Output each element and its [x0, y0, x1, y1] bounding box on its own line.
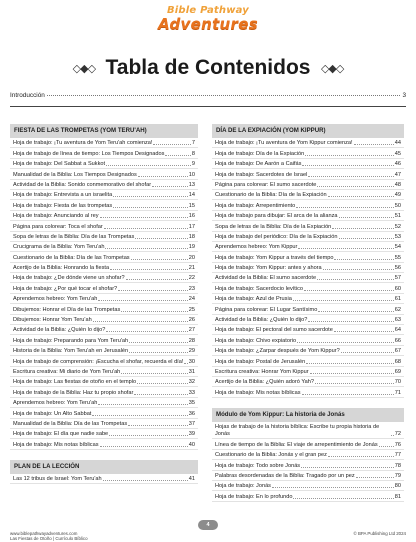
toc-entry-title: Hojas de trabajo de la historia bíblica: Escribe tu propia historia de Jonás [215, 424, 380, 438]
toc-entry-page: 47 [394, 171, 401, 178]
toc-entry-title: Hoja de trabajo del periódico: Día de la Expiación [215, 233, 338, 240]
toc-entry-leader [317, 186, 393, 187]
toc-entry-leader [317, 279, 394, 280]
toc-entry-title: Aprendemos hebreo: Yom Teru'ah [13, 400, 98, 407]
toc-entry-page: 27 [188, 327, 195, 334]
toc-entry[interactable] [10, 474, 198, 484]
logo-line-2: Adventures [158, 15, 258, 33]
toc-entry[interactable] [10, 398, 198, 408]
toc-entry-page: 22 [188, 275, 195, 282]
toc-entry-title: Hoja de trabajo: Un Alto Sabbat [13, 410, 92, 417]
toc-entry-page: 53 [394, 233, 401, 240]
toc-entry[interactable] [10, 159, 198, 169]
toc-entry[interactable] [10, 190, 198, 200]
toc-entry-leader [129, 342, 188, 343]
toc-entry-title: Hoja de trabajo: El día que nadie sabe [13, 431, 109, 438]
intro-label: Introducción [10, 92, 45, 99]
toc-entry-leader [92, 415, 187, 416]
toc-entry-title: Hoja de trabajo: Del Sabbat a Sukkot [13, 161, 106, 168]
toc-entry-page: 78 [394, 462, 401, 469]
toc-entry-title: Manualidad de la Biblia: Día de las Trompetas [13, 420, 128, 427]
toc-entry-page: 13 [188, 181, 195, 188]
toc-entry[interactable] [212, 211, 404, 221]
toc-entry-leader [308, 321, 393, 322]
toc-entry-page: 51 [394, 213, 401, 220]
toc-entry-page: 33 [188, 389, 195, 396]
toc-entry-leader [135, 238, 188, 239]
toc-entry-page: 80 [394, 483, 401, 490]
section-heading: Módulo de Yom Kippur: La historia de Jonás [212, 408, 404, 422]
toc-entry[interactable] [10, 419, 198, 429]
toc-entry-page: 29 [188, 348, 195, 355]
toc-entry-leader [131, 259, 188, 260]
toc-entry-leader [306, 363, 394, 364]
toc-entry[interactable] [212, 460, 404, 470]
toc-entry[interactable] [212, 283, 404, 293]
toc-entry[interactable] [212, 190, 404, 200]
toc-entry-page: 55 [394, 254, 401, 261]
toc-entry[interactable] [212, 232, 404, 242]
toc-entry-page: 45 [394, 150, 401, 157]
toc-entry[interactable] [212, 200, 404, 210]
toc-entry-title: Hoja de trabajo: Postal de Jerusalén [215, 358, 306, 365]
toc-entry[interactable] [10, 221, 198, 231]
section-heading: FIESTA DE LAS TROMPETAS (YOM TERU'AH) [10, 124, 198, 138]
toc-entry[interactable] [212, 387, 404, 397]
toc-entry-leader [272, 487, 394, 488]
toc-entry-title: Aprendemos hebreo: Yom Teru'ah [13, 296, 98, 303]
toc-entry-leader [318, 311, 393, 312]
toc-entry-page: 16 [188, 213, 195, 220]
toc-entry[interactable] [10, 273, 198, 283]
toc-entry[interactable] [212, 304, 404, 314]
toc-entry-leader [110, 269, 188, 270]
toc-entry-title: Línea de tiempo de la Biblia: El viaje de arrepentimiento de Jonás [215, 441, 378, 448]
toc-entry-leader [302, 394, 394, 395]
page-number-badge: 4 [198, 520, 218, 530]
toc-entry-page: 76 [394, 441, 401, 448]
toc-entry-page: 81 [394, 493, 401, 500]
toc-entry-page: 72 [394, 431, 401, 438]
logo [0, 6, 416, 32]
toc-entry[interactable] [10, 294, 198, 304]
toc-entry[interactable] [10, 315, 198, 325]
toc-entry-leader [332, 228, 393, 229]
toc-entry-leader [296, 207, 394, 208]
toc-entry-page: 36 [188, 410, 195, 417]
toc-entry[interactable] [212, 315, 404, 325]
toc-entry-page: 30 [188, 358, 195, 365]
toc-entry-leader [301, 467, 394, 468]
title-row [0, 56, 416, 80]
toc-entry-page: 77 [394, 452, 401, 459]
toc-entry[interactable] [212, 252, 404, 262]
toc-entry-title: Actividad de la Biblia: Sonido conmemorativo del shofar [13, 181, 152, 188]
toc-entry-page: 39 [188, 431, 195, 438]
toc-entry-page: 52 [394, 223, 401, 230]
toc-entry-title: Hoja de trabajo: Anunciando al rey [13, 213, 99, 220]
toc-entry-page: 67 [394, 348, 401, 355]
toc-entry-title: Hoja de trabajo: Fiesta de las trompetas [13, 202, 113, 209]
section-heading: DÍA DE LA EXPIACIÓN (YOM KIPPUR) [212, 124, 404, 138]
toc-entry-title: Hoja de trabajo: Azul de Prusia [215, 296, 292, 303]
toc-entry-title: Página para colorear: Toca el shofar [13, 223, 103, 230]
toc-entry-page: 57 [394, 275, 401, 282]
toc-entry-title: Hoja de trabajo: En lo profundo [215, 493, 293, 500]
toc-entry-page: 48 [394, 181, 401, 188]
toc-entry-page: 14 [188, 192, 195, 199]
toc-entry-title: Escritura creativa: Mi diario de Yom Teru'ah [13, 368, 121, 375]
section-heading: PLAN DE LA LECCIÓN [10, 460, 198, 474]
toc-entry-leader [106, 331, 187, 332]
toc-entry[interactable] [10, 242, 198, 252]
toc-entry[interactable] [10, 429, 198, 439]
toc-entry-title: Hoja de trabajo: ¿De dónde viene un shofar? [13, 275, 125, 282]
toc-entry-title: Historia de la Biblia: Yom Teru'ah en Jerusalén [13, 348, 129, 355]
toc-entry[interactable] [10, 367, 198, 377]
toc-entry-page: 68 [394, 358, 401, 365]
toc-entry[interactable] [212, 169, 404, 179]
toc-entry-leader [129, 352, 188, 353]
toc-entry-page: 63 [394, 317, 401, 324]
section-gap [10, 450, 198, 460]
toc-entry-leader [354, 144, 394, 145]
toc-entry[interactable] [212, 346, 404, 356]
toc-entry-page: 54 [394, 244, 401, 251]
toc-entry-page: 64 [394, 327, 401, 334]
toc-entry-leader [98, 404, 187, 405]
toc-entry-title: Acertijo de la Biblia: Honrando la fiesta [13, 265, 110, 272]
logo-line-1: Bible Pathway [166, 5, 250, 16]
toc-entry[interactable] [212, 335, 404, 345]
toc-entry-page: 10 [188, 171, 195, 178]
page-title: Tabla de Contenidos [105, 56, 311, 79]
toc-entry-leader [118, 290, 188, 291]
toc-entry-title: Manualidad de la Biblia: Los Tiempos Designados [13, 171, 137, 178]
toc-entry[interactable] [10, 263, 198, 273]
footer-subtitle: Las Fiestas de Otoño | Currículo Bíblico [10, 536, 88, 542]
toc-entry-page: 40 [188, 441, 195, 448]
intro-divider [10, 106, 406, 107]
intro-entry [10, 92, 406, 99]
toc-entry-page: 32 [188, 379, 195, 386]
toc-entry-leader [165, 155, 190, 156]
toc-entry-title: Hoja de trabajo: Mis notas bíblicas [13, 441, 99, 448]
toc-entry-title: Actividad de la Biblia: ¿Quién lo dijo? [215, 317, 308, 324]
toc-entry-title: Acertijo de la Biblia: ¿Quién adoró Yah? [215, 379, 314, 386]
toc-entry-title: Hoja de trabajo: Día de la Expiación [215, 150, 305, 157]
toc-entry-leader [106, 165, 191, 166]
toc-entry-page: 60 [394, 285, 401, 292]
toc-entry-page: 44 [394, 140, 401, 147]
toc-entry-page: 37 [188, 420, 195, 427]
toc-entry-title: Hoja de trabajo de la Biblia: Haz tu propio shofar [13, 389, 134, 396]
toc-entry[interactable] [212, 180, 404, 190]
toc-entry-leader [138, 176, 188, 177]
toc-entry[interactable] [212, 148, 404, 158]
toc-entry[interactable] [212, 439, 404, 449]
toc-entry-leader [93, 321, 188, 322]
toc-entry-leader [293, 498, 393, 499]
toc-entry[interactable] [212, 221, 404, 231]
toc-entry-page: 7 [191, 140, 195, 147]
toc-entry-page: 19 [188, 244, 195, 251]
toc-entry-leader [105, 248, 187, 249]
toc-entry-page: 24 [188, 296, 195, 303]
toc-entry-page: 61 [394, 296, 401, 303]
toc-entry-title: Hoja de trabajo: Todo sobre Jonás [215, 462, 301, 469]
toc-entry[interactable] [212, 377, 404, 387]
toc-entry-leader [341, 352, 394, 353]
toc-entry-leader [100, 446, 188, 447]
toc-entry[interactable] [212, 471, 404, 481]
toc-entry-title: Hoja de trabajo: De Aarón a Caifás [215, 161, 302, 168]
left-column [10, 124, 198, 484]
toc-entry-page: 20 [188, 254, 195, 261]
toc-entry[interactable] [10, 211, 198, 221]
toc-entry-page: 49 [394, 192, 401, 199]
toc-entry-leader [137, 383, 188, 384]
toc-entry[interactable] [10, 169, 198, 179]
toc-entry[interactable] [10, 439, 198, 449]
toc-entry-leader [113, 196, 188, 197]
toc-entry-page: 66 [394, 337, 401, 344]
toc-entry-title: Hoja de trabajo: Entrevista a un israelita [13, 192, 113, 199]
toc-entry[interactable] [10, 346, 198, 356]
toc-entry-title: Hoja de trabajo para dibujar: El arca de la alianza [215, 213, 338, 220]
toc-entry-leader [103, 480, 188, 481]
toc-entry-leader [379, 446, 394, 447]
toc-entry-leader [134, 394, 187, 395]
toc-entry[interactable] [212, 263, 404, 273]
toc-entry-title: Las 12 tribus de Israel: Yom Teru'ah [13, 476, 102, 483]
toc-entry-leader [98, 300, 187, 301]
toc-entry[interactable] [10, 252, 198, 262]
toc-entry-title: Dibujemos: Honrar el Día de las Trompetas [13, 306, 121, 313]
toc-entry-leader [128, 425, 188, 426]
toc-entry-title: Hoja de trabajo: Arrepentimiento [215, 202, 296, 209]
toc-entry-title: Hoja de trabajo: ¿Zarpar después de Yom Kippur? [215, 348, 340, 355]
toc-entry-title: Cuestionario de la Biblia: Jonás y el gran pez [215, 452, 327, 459]
toc-entry-page: 9 [191, 161, 195, 168]
right-column [212, 124, 404, 502]
intro-leader [47, 95, 401, 96]
toc-entry-title: Hoja de trabajo: Las fiestas de otoño en el templo [13, 379, 137, 386]
toc-entry-title: Palabras desordenadas de la Biblia: Tragado por un pez [215, 472, 355, 479]
toc-entry-leader [334, 259, 393, 260]
toc-entry-title: Aprendemos hebreo: Yom Kippur [215, 244, 298, 251]
toc-entry-title: Hoja de trabajo: Yom Kippur: antes y ahora [215, 265, 322, 272]
toc-entry-title: Crucigrama de la Biblia: Yom Teru'ah [13, 244, 105, 251]
toc-entry[interactable] [10, 325, 198, 335]
toc-entry-page: 50 [394, 202, 401, 209]
toc-entry-leader [334, 331, 394, 332]
toc-entry-title: Hoja de trabajo de línea de tiempo: Los Tiempos Designados [13, 150, 165, 157]
toc-entry[interactable] [212, 450, 404, 460]
toc-entry-page: 31 [188, 368, 195, 375]
toc-entry-title: Sopa de letras de la Biblia: Día de las Trompetas [13, 233, 135, 240]
toc-entry-title: Hoja de trabajo: Chivo expiatorio [215, 337, 297, 344]
toc-entry-title: Sopa de letras de la Biblia: Día de la Expiación [215, 223, 332, 230]
toc-entry-leader [304, 290, 394, 291]
toc-entry-page: 70 [394, 379, 401, 386]
toc-entry-title: Hoja de trabajo: Yom Kippur a través del tiempo [215, 254, 334, 261]
toc-entry-title: Escritura creativa: Honrar Yom Kippur [215, 368, 309, 375]
toc-entry-leader [315, 383, 394, 384]
toc-entry-page: 46 [394, 161, 401, 168]
toc-entry-title: Página para colorear: El Lugar Santísimo [215, 306, 318, 313]
toc-entry-page: 28 [188, 337, 195, 344]
toc-entry-title: Hoja de trabajo: El pectoral del sumo sacerdote [215, 327, 333, 334]
toc-entry[interactable] [10, 283, 198, 293]
toc-entry-leader [328, 456, 394, 457]
toc-entry-leader [121, 311, 188, 312]
toc-entry-page: 23 [188, 285, 195, 292]
toc-entry-leader [126, 279, 188, 280]
toc-entry-leader [297, 342, 394, 343]
toc-entry-leader [104, 228, 188, 229]
toc-entry[interactable] [212, 367, 404, 377]
footer-copyright: © BPA Publishing Ltd 2024 [353, 531, 406, 536]
toc-entry-page: 17 [188, 223, 195, 230]
toc-entry-title: Página para colorear: El sumo sacerdote [215, 181, 317, 188]
footer-url: www.biblepathwayadventures.com [10, 531, 78, 536]
toc-entry[interactable] [212, 356, 404, 366]
toc-entry[interactable] [212, 491, 404, 501]
section-gap [212, 398, 404, 408]
toc-entry-page: 56 [394, 265, 401, 272]
toc-entry[interactable] [212, 481, 404, 491]
intro-page: 3 [402, 92, 406, 99]
toc-entry[interactable] [10, 356, 198, 366]
toc-entry[interactable] [10, 148, 198, 158]
toc-entry-title: Actividad de la Biblia: El sumo sacerdote [215, 275, 317, 282]
toc-entry-page: 26 [188, 317, 195, 324]
toc-entry[interactable] [212, 273, 404, 283]
toc-entry-title: Hoja de trabajo de comprensión: ¡Escucha el shofar, recuerda el día! [13, 358, 184, 365]
toc-entry[interactable] [10, 180, 198, 190]
toc-entry-leader [293, 300, 394, 301]
toc-entry-title: Cuestionario de la Biblia: Día de la Expiación [215, 192, 327, 199]
toc-entry-title: Dibujemos: Honrar Yom Teru'ah [13, 317, 92, 324]
toc-entry-leader [323, 269, 394, 270]
toc-entry-leader [298, 248, 393, 249]
toc-entry[interactable] [212, 242, 404, 252]
footer-left [10, 531, 88, 542]
toc-entry-title: Actividad de la Biblia: ¿Quién lo dijo? [13, 327, 106, 334]
toc-entry-page: 15 [188, 202, 195, 209]
toc-entry-page: 41 [188, 476, 195, 483]
toc-entry-title: Hoja de trabajo: Mis notas bíblicas [215, 389, 301, 396]
toc-entry-page: 71 [394, 389, 401, 396]
ornament-right-icon: ◇◆◇ [320, 62, 344, 75]
toc-entry[interactable] [10, 408, 198, 418]
toc-entry[interactable] [212, 159, 404, 169]
toc-entry-leader [356, 477, 394, 478]
toc-entry-title: Hoja de trabajo: Sacerdotes de Israel [215, 171, 308, 178]
toc-entry-leader [339, 217, 394, 218]
toc-entry-title: Hoja de trabajo: ¡Tu aventura de Yom Kippur comienza! [215, 140, 353, 147]
toc-entry-title: Hoja de trabajo: Jonás [215, 483, 271, 490]
toc-entry-leader [184, 363, 187, 364]
toc-entry-leader [305, 155, 394, 156]
toc-entry[interactable] [212, 138, 404, 148]
toc-entry-page: 35 [188, 400, 195, 407]
ornament-left-icon: ◇◆◇ [72, 62, 96, 75]
toc-entry-leader [109, 435, 188, 436]
toc-entry-leader [113, 207, 188, 208]
toc-entry-page: 79 [394, 472, 401, 479]
toc-entry[interactable] [10, 200, 198, 210]
toc-entry[interactable] [10, 232, 198, 242]
toc-entry[interactable] [212, 325, 404, 335]
toc-entry[interactable] [212, 422, 404, 440]
toc-entry[interactable] [10, 335, 198, 345]
toc-entry-leader [391, 435, 394, 436]
toc-entry-leader [121, 373, 187, 374]
toc-entry-title: Cuestionario de la Biblia: Día de las Trompetas [13, 254, 130, 261]
toc-entry-page: 8 [191, 150, 195, 157]
toc-entry[interactable] [10, 138, 198, 148]
toc-entry-leader [100, 217, 188, 218]
toc-entry-leader [339, 238, 394, 239]
toc-entry[interactable] [10, 304, 198, 314]
toc-entry-page: 69 [394, 368, 401, 375]
toc-entry-leader [152, 186, 188, 187]
toc-entry-leader [153, 144, 190, 145]
toc-entry-title: Hoja de trabajo: ¡Tu aventura de Yom Teru'ah comienza! [13, 140, 153, 147]
toc-entry-page: 21 [188, 265, 195, 272]
toc-entry[interactable] [10, 387, 198, 397]
toc-entry-title: Hoja de trabajo: Preparando para Yom Teru'ah [13, 337, 129, 344]
toc-entry-leader [310, 373, 394, 374]
toc-entry-page: 18 [188, 233, 195, 240]
toc-entry-leader [302, 165, 393, 166]
toc-entry-leader [328, 196, 394, 197]
toc-entry-title: Hoja de trabajo: Sacerdocio levítico [215, 285, 303, 292]
toc-entry-title: Hoja de trabajo: ¿Por qué tocar el shofar? [13, 285, 118, 292]
toc-entry[interactable] [10, 377, 198, 387]
toc-entry-page: 62 [394, 306, 401, 313]
toc-entry-page: 25 [188, 306, 195, 313]
toc-entry[interactable] [212, 294, 404, 304]
toc-entry-leader [308, 176, 393, 177]
